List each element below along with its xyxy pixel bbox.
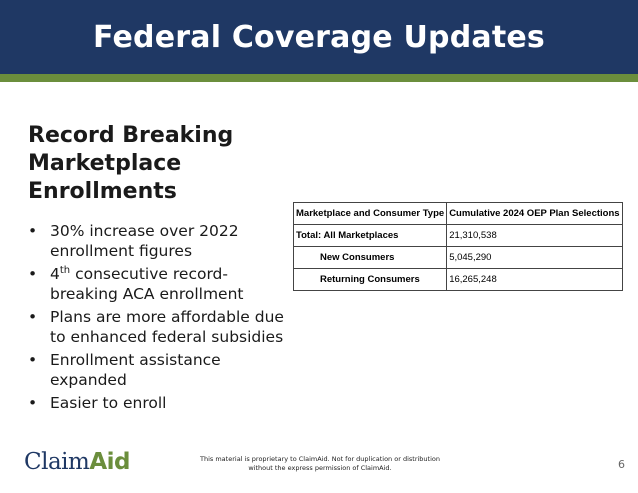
slide-title: Federal Coverage Updates [93, 19, 545, 55]
column-header: Cumulative 2024 OEP Plan Selections [447, 203, 622, 225]
table-row [294, 269, 623, 291]
bullet-text: 30% increase over 2022 enrollment figures [50, 222, 239, 260]
bullet-item [28, 308, 288, 347]
footer-disclaimer [200, 455, 440, 473]
table-row [294, 225, 623, 247]
bullet-text-rest: consecutive record-breaking ACA enrollment [50, 265, 244, 303]
section-heading: Record Breaking Marketplace Enrollments [28, 123, 234, 204]
page-number: 6 [618, 458, 625, 471]
enrollment-table [293, 202, 623, 291]
bullet-item [28, 265, 288, 304]
bullet-item [28, 394, 288, 414]
disclaimer-line: This material is proprietary to ClaimAid. Not for duplication or distribution [200, 455, 440, 463]
bullet-item [28, 351, 288, 390]
row-value: 16,265,248 [447, 269, 622, 291]
ordinal-suffix: th [59, 264, 71, 276]
row-label: Returning Consumers [294, 269, 447, 291]
logo-part-claim: Claim [24, 449, 90, 475]
bullet-dot: • [28, 308, 38, 326]
disclaimer-line: without the express permission of ClaimAid. [248, 464, 392, 472]
claimaid-logo [24, 449, 130, 475]
bullet-item [28, 222, 288, 261]
row-label: Total: All Marketplaces [294, 225, 447, 247]
bullet-dot: • [28, 265, 38, 283]
table-row [294, 247, 623, 269]
table-header-row [294, 203, 623, 225]
bullet-text: Easier to enroll [50, 394, 167, 412]
bullet-text: Enrollment assistance expanded [50, 351, 221, 389]
column-header: Marketplace and Consumer Type [294, 203, 447, 225]
bullet-dot: • [28, 222, 38, 240]
row-value: 5,045,290 [447, 247, 622, 269]
row-value: 21,310,538 [447, 225, 622, 247]
bullet-dot: • [28, 351, 38, 369]
bullet-text: Plans are more affordable due to enhanced federal subsidies [50, 308, 284, 346]
bullet-list [28, 222, 288, 418]
bullet-dot: • [28, 394, 38, 412]
logo-part-aid: Aid [89, 449, 130, 475]
accent-divider [0, 74, 638, 82]
ordinal-number: 4 [50, 265, 60, 283]
row-label: New Consumers [294, 247, 447, 269]
bullet-text [50, 265, 244, 303]
